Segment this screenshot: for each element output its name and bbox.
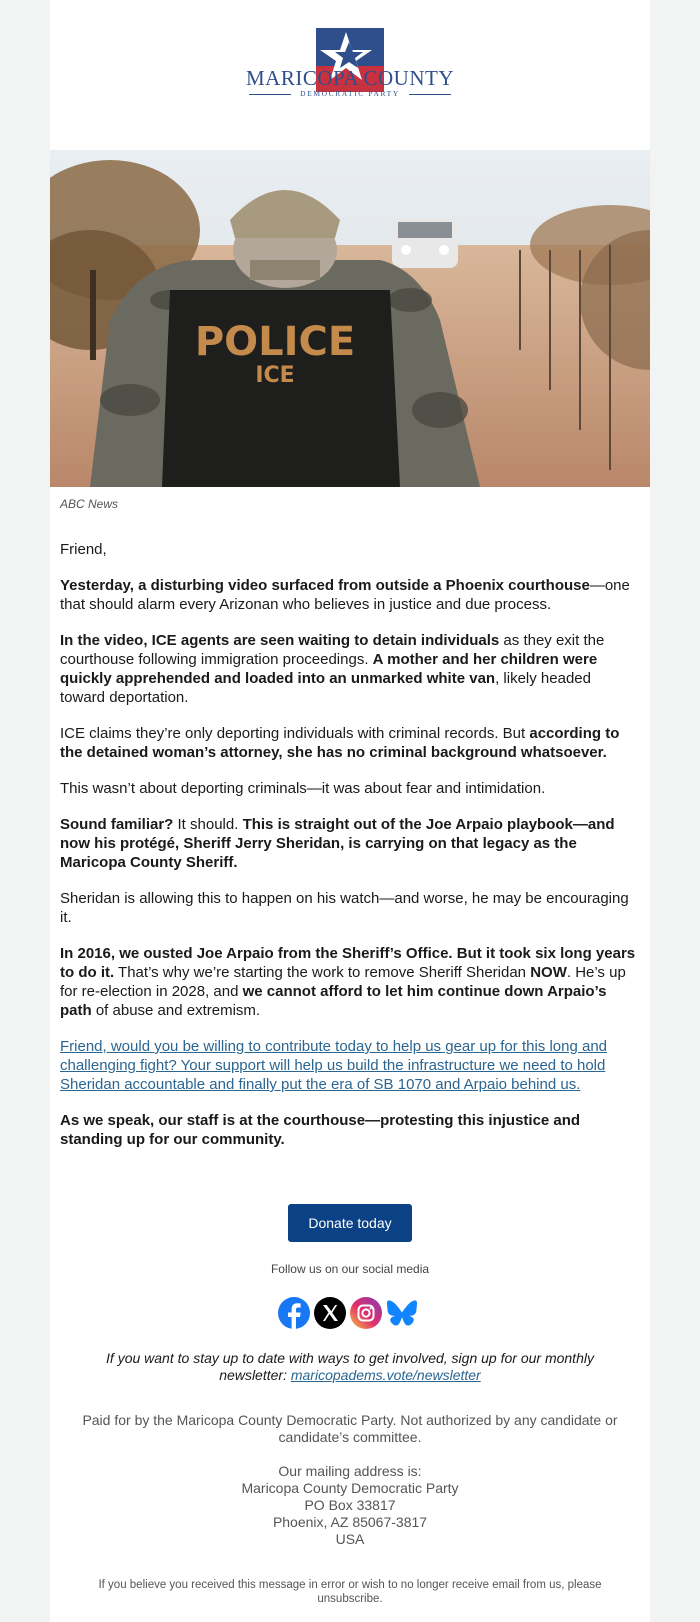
x-icon[interactable]	[314, 1297, 346, 1329]
p2-bold-2: A mother and her children were quickly apprehended and loaded into an unmarked white van	[60, 651, 598, 687]
p2-text-2: , likely headed toward deportation.	[60, 670, 591, 706]
logo-wordmark: MARICOPA COUNTY	[245, 66, 454, 90]
paragraph-2	[60, 631, 640, 707]
address-org: Maricopa County Democratic Party	[241, 1480, 459, 1496]
p3-text: ICE claims they’re only deporting individuals with criminal records. But	[60, 725, 530, 742]
logo-subtitle-row	[249, 89, 451, 101]
paragraph-8	[60, 1111, 640, 1149]
paid-for-disclaimer: Paid for by the Maricopa County Democratic Party. Not authorized by any candidate or candidate’s committee.	[82, 1412, 618, 1445]
paragraph-1	[60, 576, 640, 614]
vest-police-text: POLICE	[194, 319, 356, 365]
instagram-icon[interactable]	[350, 1297, 382, 1329]
paragraph-3	[60, 724, 640, 762]
social-icons	[278, 1297, 422, 1331]
greeting: Friend,	[60, 541, 107, 558]
p5-bold-1: Sound familiar?	[60, 816, 174, 833]
paragraph-7	[60, 944, 640, 1020]
p7-bold-1: In 2016, we ousted Joe Arpaio from the Sheriff’s Office. But it took six long years to do it.	[60, 945, 636, 981]
p2-bold-1: In the video, ICE agents are seen waiting to detain individuals	[60, 632, 500, 649]
contribute-link[interactable]: Friend, would you be willing to contribute today to help us gear up for this long and challenging fight? Your support will help us build the infrastructure we need to hold Sheridan accountable and finally put the era of SB 1070 and Arpaio behind us.	[60, 1038, 608, 1093]
p5-text: It should.	[173, 816, 243, 833]
newsletter-note	[90, 1350, 610, 1384]
p7-text-1: That’s why we’re starting the work to remove Sheriff Sheridan	[114, 964, 531, 981]
ice-agent-photo	[50, 150, 650, 487]
hero-image	[50, 150, 650, 487]
donate-button[interactable]: Donate today	[288, 1204, 412, 1242]
p8-bold: As we speak, our staff is at the courthouse—protesting this injustice and standing up for our community.	[60, 1112, 581, 1148]
paragraph-5	[60, 815, 640, 872]
p7-text-2: . He’s up for re-election in 2028, and	[60, 964, 626, 1000]
p7-text-3: of abuse and extremism.	[91, 1002, 261, 1019]
donate-row	[50, 1204, 650, 1242]
address-country: USA	[335, 1531, 365, 1547]
p1-bold: Yesterday, a disturbing video surfaced from outside a Phoenix courthouse	[60, 577, 590, 594]
newsletter-link[interactable]: maricopadems.vote/newsletter	[290, 1367, 481, 1383]
p7-bold-3: we cannot afford to let him continue down Arpaio’s path	[60, 983, 607, 1019]
paragraph-4: This wasn’t about deporting criminals—it was about fear and intimidation.	[60, 780, 546, 797]
p2-text-1: as they exit the courthouse following immigration proceedings.	[60, 632, 605, 668]
email-body	[60, 540, 640, 1166]
follow-label: Follow us on our social media	[270, 1262, 430, 1276]
logo-subtitle: DEMOCRATIC PARTY	[300, 89, 400, 98]
photo-caption: ABC News	[60, 497, 119, 511]
p3-bold: according to the detained woman’s attorney, she has no criminal background whatsoever.	[60, 725, 620, 761]
contribute-paragraph	[60, 1037, 640, 1094]
unsubscribe-notice[interactable]: If you believe you received this message in error or wish to no longer receive email from us, please unsubscribe.	[98, 1579, 602, 1605]
newsletter-text: If you want to stay up to date with ways to get involved, sign up for our monthly newsletter:	[106, 1350, 594, 1383]
p7-bold-2: NOW	[530, 964, 567, 981]
mailing-address	[70, 1463, 630, 1548]
address-po: PO Box 33817	[304, 1497, 396, 1513]
mailing-heading: Our mailing address is:	[278, 1463, 422, 1479]
vest-ice-text: ICE	[255, 363, 295, 388]
facebook-icon[interactable]	[278, 1297, 310, 1329]
email-card	[50, 0, 650, 1622]
logo-rule-right	[409, 94, 451, 95]
bluesky-icon[interactable]	[386, 1297, 418, 1329]
paragraph-6: Sheridan is allowing this to happen on his watch—and worse, he may be encouraging it.	[60, 890, 629, 926]
address-city: Phoenix, AZ 85067-3817	[272, 1514, 428, 1530]
p1-text: —one that should alarm every Arizonan who believes in justice and due process.	[60, 577, 630, 613]
p5-bold-2: This is straight out of the Joe Arpaio playbook—and now his protégé, Sheriff Jerry Sheridan, is carrying on that legacy as the Maricopa County Sheriff.	[60, 816, 615, 871]
